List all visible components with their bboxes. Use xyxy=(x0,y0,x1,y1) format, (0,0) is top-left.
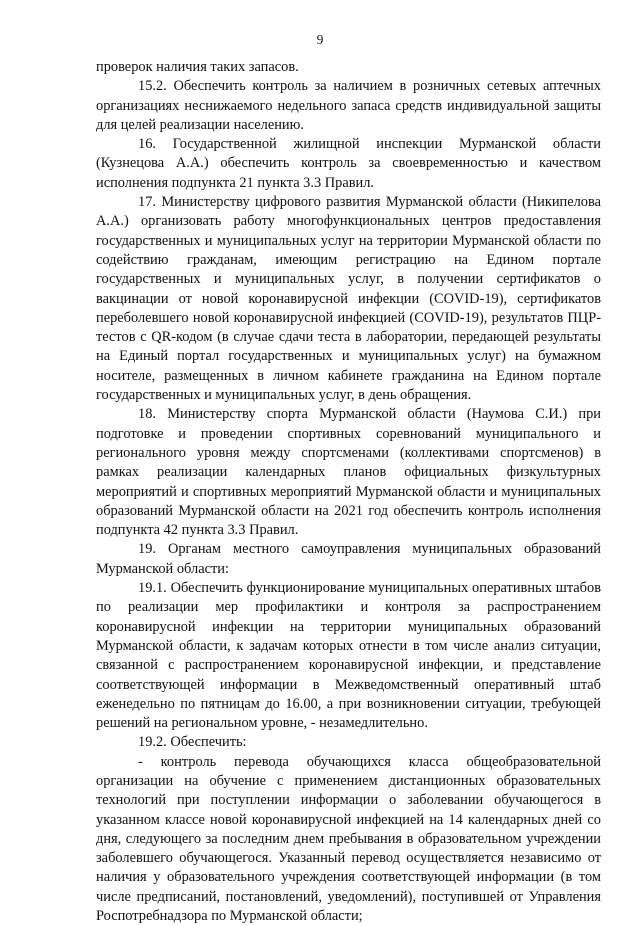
paragraph-19: 19. Органам местного самоуправления муниципальных образований Мурманской области: xyxy=(96,541,601,577)
paragraph-15-2: 15.2. Обеспечить контроль за наличием в розничных сетевых аптечных организациях неснижаемого недельного запаса средств индивидуальной защиты для целей реализации населению. xyxy=(96,78,601,133)
paragraph-18: 18. Министерству спорта Мурманской области (Наумова С.И.) при подготовке и проведении спортивных соревнований муниципального и регионального уровня между спортсменами (коллективами спортсменов) в рамках реализации календарных планов официальных физкультурных мероприятий и спортивных мероприятий Мурманской области и муниципальных образований Мурманской области на 2021 год обеспечить контроль исполнения подпункта 42 пункта 3.3 Правил. xyxy=(96,406,601,539)
paragraph-19-1: 19.1. Обеспечить функционирование муниципальных оперативных штабов по реализации мер профилактики и контроля за распространением коронавирусной инфекции на территории муниципальных образований Мурманской области, к задачам которых отнести в том числе анализ ситуации, связанной с распространением коронавирусной инфекции, и представление соответствующей информации в Межведомственный оперативный штаб еженедельно по пятницам до 16.00, а при возникновении ситуации, требующей решений на региональном уровне, - незамедлительно. xyxy=(96,580,601,732)
page-number: 9 xyxy=(316,32,324,47)
paragraph-16: 16. Государственной жилищной инспекции Мурманской области (Кузнецова А.А.) обеспечить контроль за своевременностью и качеством исполнения подпункта 21 пункта 3.3 Правил. xyxy=(96,136,601,191)
paragraph-19-2: 19.2. Обеспечить: xyxy=(138,734,247,751)
paragraph-19-2-item: - контроль перевода обучающихся класса общеобразовательной организации на обучение с применением дистанционных образовательных технологий при поступлении информации о заболевании обучающегося в указанном классе новой коронавирусной инфекцией на 14 календарных дней со дня, следующего за последним днем пребывания в образовательном учреждении заболевшего обучающегося. Указанный перевод осуществляется независимо от наличия у образовательного учреждения соответствующей информации (в том числе предписаний, постановлений, уведомлений), поступившей от Управления Роспотребнадзора по Мурманской области; xyxy=(96,753,601,925)
paragraph-17: 17. Министерству цифрового развития Мурманской области (Никипелова А.А.) организовать работу многофункциональных центров предоставления государственных и муниципальных услуг на территории Мурманской области по содействию гражданам, имеющим регистрацию на Едином портале государственных и муниципальных услуг, в получении сертификатов о вакцинации от новой коронавирусной инфекции (COVID-19), сертификатов переболевшего новой коронавирусной инфекцией (COVID-19), результатов ПЦР-тестов с QR-кодом (в случае сдачи теста в лаборатории, передающей результаты на Единый портал государственных и муниципальных услуг) на бумажном носителе, размещенных в личном кабинете гражданина на Едином портале государственных и муниципальных услуг, в день обращения. xyxy=(96,194,601,404)
paragraph-continuation: проверок наличия таких запасов. xyxy=(96,59,299,75)
document-body xyxy=(96,58,601,926)
